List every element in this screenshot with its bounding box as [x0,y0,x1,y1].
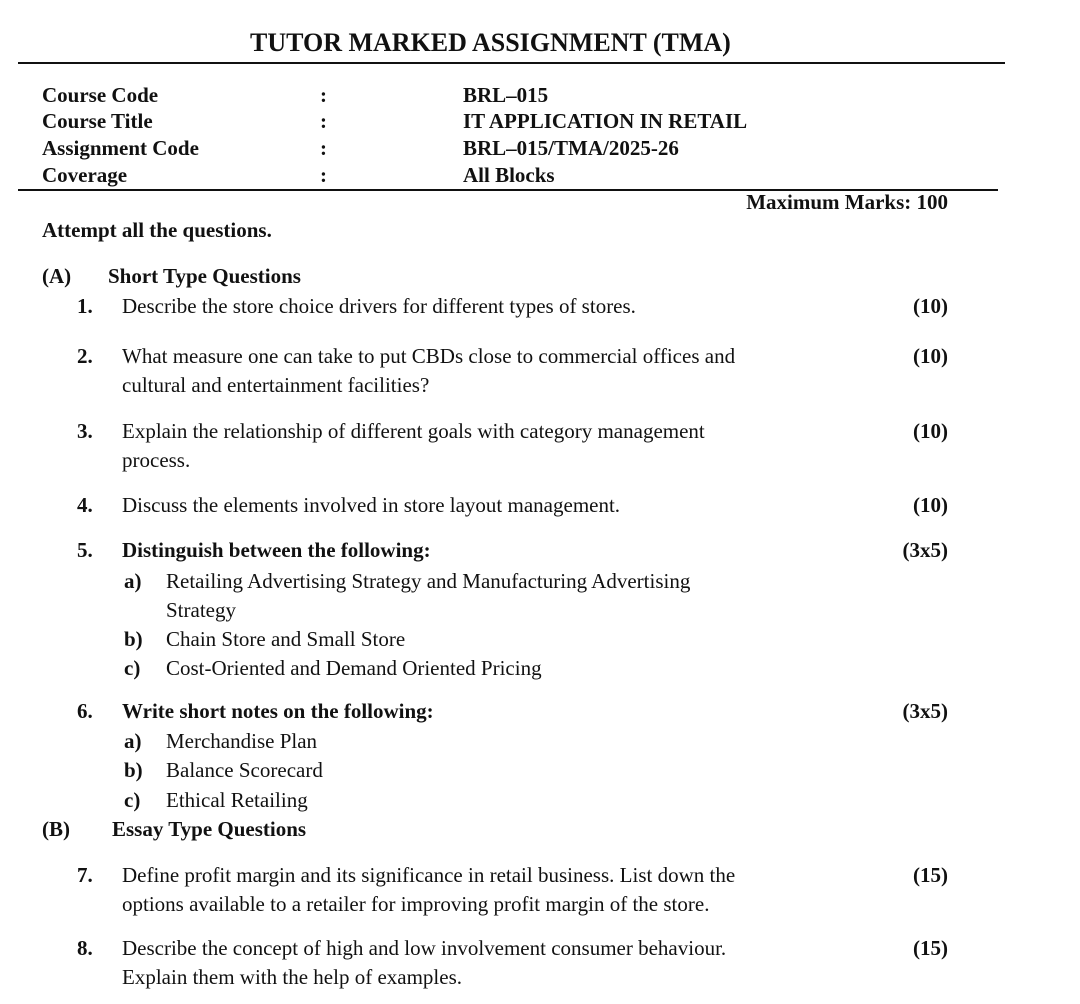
question-marks: (10) [913,493,948,517]
info-sep: : [320,83,327,107]
info-label: Course Code [42,83,159,107]
divider-top [18,62,1005,64]
question-number: 6. [77,699,93,723]
question-number: 7. [77,863,93,887]
info-value: BRL–015 [463,83,549,107]
part-letter: c) [124,788,141,812]
question-text: Discuss the elements involved in store layout management. [122,493,621,517]
question-marks: (10) [913,419,948,443]
info-label: Course Title [42,109,153,133]
question-marks: (15) [913,936,948,960]
question-text: What measure one can take to put CBDs close to commercial offices and [122,344,736,368]
question-number: 2. [77,344,93,368]
question-text: options available to a retailer for improving profit margin of the store. [122,892,710,916]
question-number: 3. [77,419,93,443]
section-heading: Essay Type Questions [112,817,307,841]
question-marks: (15) [913,863,948,887]
question-marks: (10) [913,344,948,368]
info-sep: : [320,163,327,187]
question-text: Write short notes on the following: [122,699,434,723]
info-value: All Blocks [463,163,555,187]
question-marks: (10) [913,294,948,318]
part-letter: b) [124,627,143,651]
info-value: IT APPLICATION IN RETAIL [463,109,748,133]
info-label: Assignment Code [42,136,199,160]
question-text: Describe the store choice drivers for different types of stores. [122,294,636,318]
part-text: Retailing Advertising Strategy and Manufacturing Advertising [166,569,691,593]
part-text: Balance Scorecard [166,758,323,782]
question-number: 8. [77,936,93,960]
part-letter: b) [124,758,143,782]
question-text: Explain the relationship of different goals with category management [122,419,705,443]
part-text: Merchandise Plan [166,729,318,753]
part-text: Strategy [166,598,236,622]
maximum-marks: Maximum Marks: 100 [746,190,948,214]
section-mark: (A) [42,264,72,288]
question-text: Distinguish between the following: [122,538,431,562]
question-marks: (3x5) [902,538,948,562]
section-mark: (B) [42,817,70,841]
question-number: 5. [77,538,93,562]
part-letter: c) [124,656,141,680]
question-number: 4. [77,493,93,517]
question-text: cultural and entertainment facilities? [122,373,430,397]
part-letter: a) [124,569,142,593]
question-text: Explain them with the help of examples. [122,965,462,989]
part-letter: a) [124,729,142,753]
info-sep: : [320,109,327,133]
question-text: Describe the concept of high and low involvement consumer behaviour. [122,936,727,960]
info-sep: : [320,136,327,160]
part-text: Cost-Oriented and Demand Oriented Pricing [166,656,542,680]
info-label: Coverage [42,163,128,187]
info-value: BRL–015/TMA/2025-26 [463,136,679,160]
question-text: Define profit margin and its significance in retail business. List down the [122,863,736,887]
document-title: TUTOR MARKED ASSIGNMENT (TMA) [250,28,731,57]
instruction: Attempt all the questions. [42,218,272,242]
part-text: Chain Store and Small Store [166,627,406,651]
part-text: Ethical Retailing [166,788,308,812]
question-number: 1. [77,294,93,318]
question-marks: (3x5) [902,699,948,723]
section-heading: Short Type Questions [108,264,301,288]
question-text: process. [122,448,191,472]
